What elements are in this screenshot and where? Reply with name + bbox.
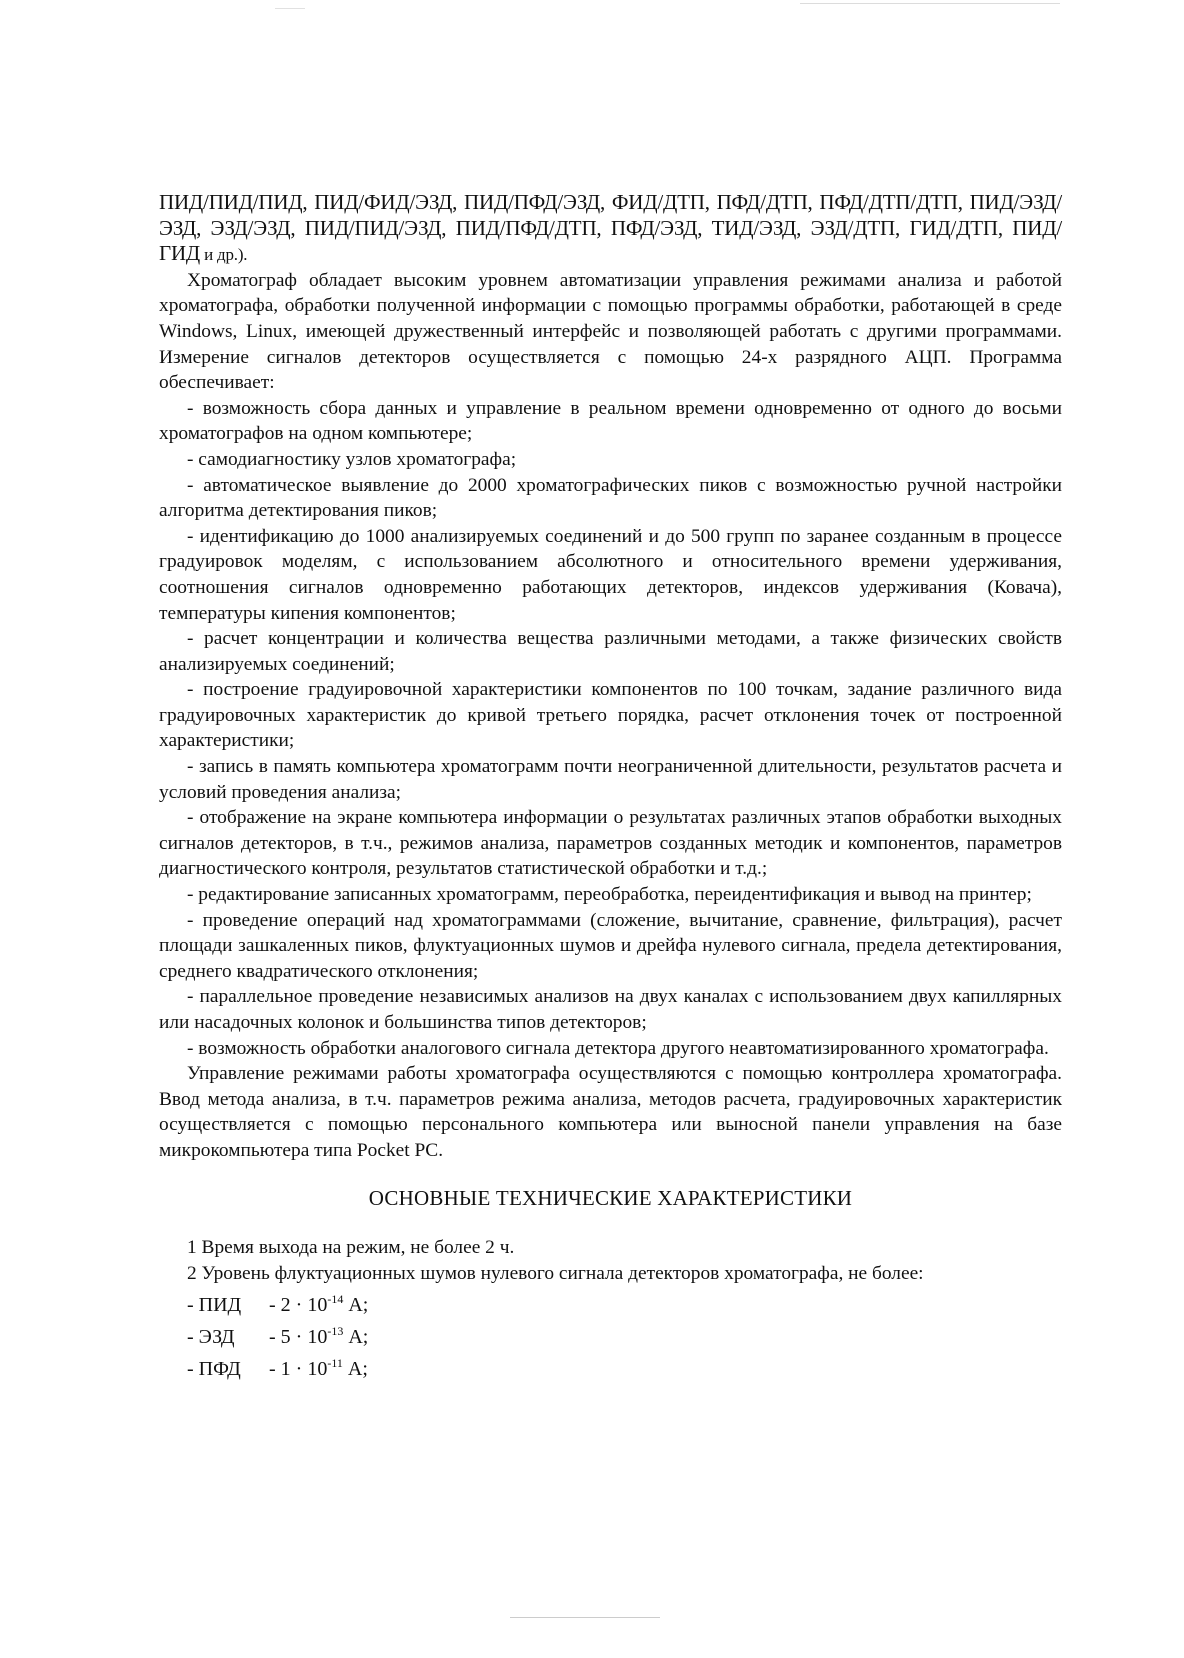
list-item: - самодиагностику узлов хроматографа; — [187, 448, 517, 470]
list-item: - автоматическое выявление до 2000 хроматографических пиков с возможностью ручной настройки алгоритма детектирования пиков; — [159, 474, 1062, 522]
noise-level-row — [187, 1350, 1062, 1382]
document-body — [159, 190, 1062, 1382]
noise-mantissa: - 5 · 10 — [269, 1326, 328, 1349]
list-item: - построение градуировочной характеристики компонентов по 100 точкам, задание различного вида градуировочных характеристик до кривой третьего порядка, расчет отклонения точек от построенной характеристики; — [159, 679, 1062, 752]
noise-value — [269, 1286, 368, 1318]
list-item: - расчет концентрации и количества вещества различными методами, а также физических свойств анализируемых соединений; — [159, 628, 1062, 675]
noise-unit: А; — [342, 1358, 368, 1381]
scan-artifact-top — [800, 3, 1060, 4]
list-item: - идентификацию до 1000 анализируемых соединений и до 500 групп по заранее созданным в процессе градуировок моделям, с использованием абсолютного и относительного времени удерживания, соотношения сигналов одновременно работающих детекторов, индексов удерживания (Ковача), температуры кипения компонентов; — [159, 525, 1062, 624]
scan-artifact-top-left — [275, 8, 305, 9]
noise-level-row — [187, 1318, 1062, 1350]
list-item: - запись в память компьютера хроматограмм почти неограниченной длительности, результатов расчета и условий проведения анализа; — [159, 756, 1062, 803]
paragraph-automation: Хроматограф обладает высоким уровнем автоматизации управления режимами анализа и работой хроматографа, обработки полученной информации с помощью программы обработки, работающей в среде Windows, Linux, имеющей дружественный интерфейс и позволяющей работать с другими программами. Измерение сигналов детекторов осуществляется с помощью 24-х разрядного АЦП. Программа обеспечивает: — [159, 269, 1062, 394]
list-item: - возможность обработки аналогового сигнала детектора другого неавтоматизированного хроматографа. — [187, 1037, 1049, 1059]
detector-combinations-list: ПИД/ПИД/ПИД, ПИД/ФИД/ЭЗД, ПИД/ПФД/ЭЗД, ФИД/ДТП, ПФД/ДТП, ПФД/ДТП/ДТП, ПИД/ЭЗД/ЭЗД, ЭЗД/ЭЗД, ПИД/ПИД/ЭЗД, ПИД/ПФД/ДТП, ПФД/ЭЗД, ТИД/ЭЗД, ЭЗД/ДТП, ГИД/ДТП, ПИД/ГИД — [159, 190, 1062, 266]
noise-exponent: -11 — [327, 1356, 343, 1371]
detector-combinations-tail: и др.). — [200, 245, 248, 265]
noise-mantissa: - 1 · 10 — [269, 1358, 328, 1381]
noise-value — [269, 1350, 368, 1382]
noise-level-row — [187, 1286, 1062, 1318]
detector-name: - ПИД — [187, 1294, 242, 1317]
detector-name: - ПФД — [187, 1358, 241, 1381]
noise-exponent: -14 — [327, 1292, 344, 1307]
list-item: - возможность сбора данных и управление в реальном времени одновременно от одного до восьми хроматографов на одном компьютере; — [159, 397, 1062, 445]
noise-unit: А; — [343, 1294, 369, 1317]
list-item: - редактирование записанных хроматограмм, переобработка, переидентификация и вывод на принтер; — [187, 884, 1032, 906]
spec-item: 2 Уровень флуктуационных шумов нулевого сигнала детекторов хроматографа, не более: — [187, 1262, 924, 1284]
detector-combinations — [159, 190, 1062, 268]
paragraph-control: Управление режимами работы хроматографа осуществляются с помощью контроллера хроматографа. Ввод метода анализа, в т.ч. параметров режима анализа, методов расчета, градуировочных характеристик осуществляется с помощью персонального компьютера или выносной панели управления на базе микрокомпьютера типа Pocket PC. — [159, 1063, 1062, 1161]
detector-name: - ЭЗД — [187, 1326, 235, 1349]
spec-item: 1 Время выхода на режим, не более 2 ч. — [187, 1237, 515, 1259]
list-item: - параллельное проведение независимых анализов на двух каналах с использованием двух капиллярных или насадочных колонок и большинства типов детекторов; — [159, 986, 1062, 1033]
noise-exponent: -13 — [327, 1324, 344, 1339]
list-item: - проведение операций над хроматограммами (сложение, вычитание, сравнение, фильтрация), расчет площади зашкаленных пиков, флуктуационных шумов и дрейфа нулевого сигнала, предела детектирования, среднего квадратического отклонения; — [159, 909, 1062, 982]
noise-unit: А; — [343, 1326, 369, 1349]
noise-levels-list — [187, 1286, 1062, 1382]
noise-mantissa: - 2 · 10 — [269, 1294, 328, 1317]
noise-value — [269, 1318, 368, 1350]
list-item: - отображение на экране компьютера информации о результатах различных этапов обработки выходных сигналов детекторов, в т.ч., режимов анализа, параметров созданных методик и компонентов, параметров диагностического контроля, результатов статистической обработки и т.д.; — [159, 807, 1062, 880]
section-title: ОСНОВНЫЕ ТЕХНИЧЕСКИЕ ХАРАКТЕРИСТИКИ — [368, 1185, 853, 1210]
scan-artifact-bottom — [510, 1617, 660, 1618]
